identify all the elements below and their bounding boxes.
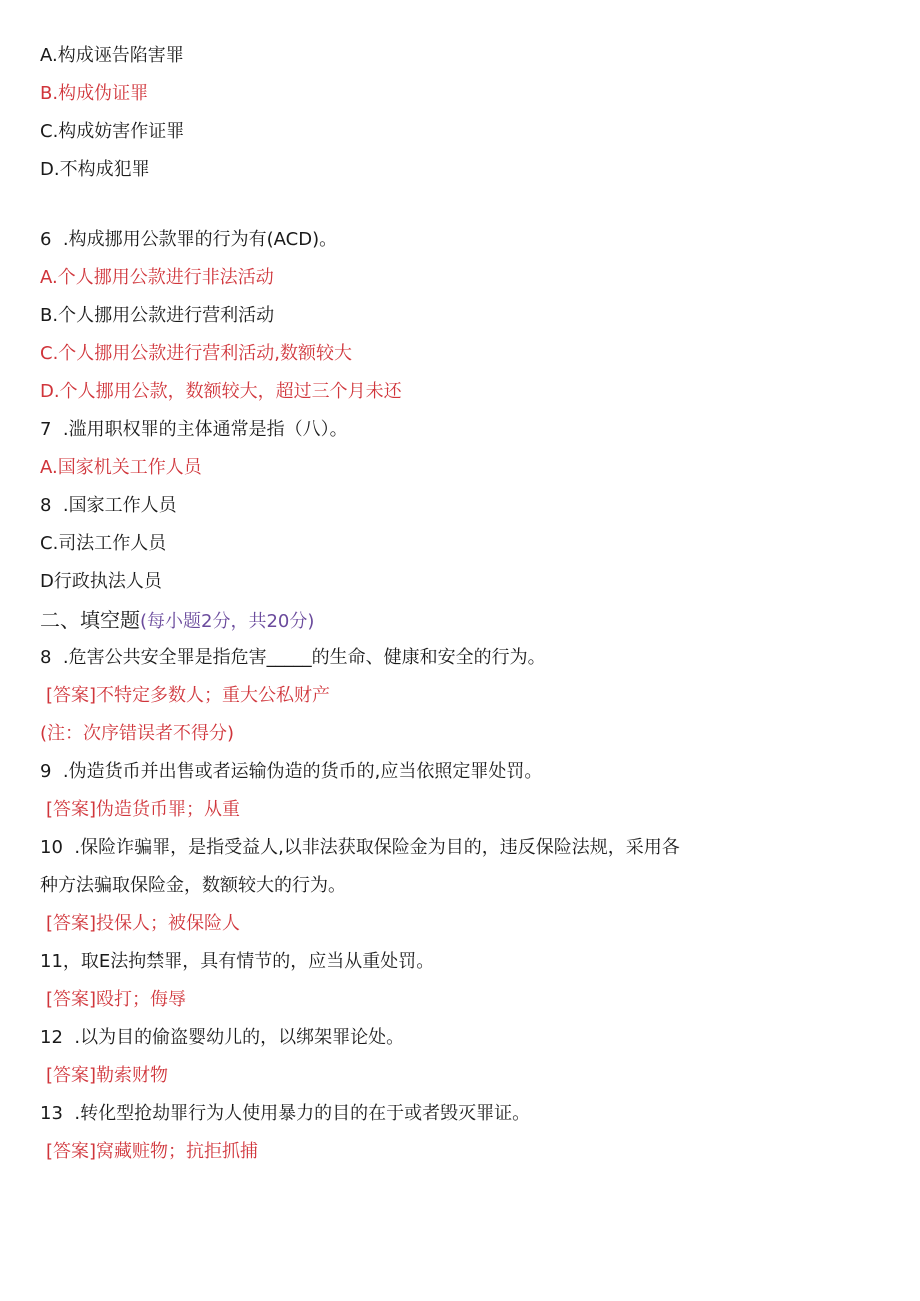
q7-option-c: C.司法工作人员 (40, 533, 167, 554)
fill-item-13 (40, 1095, 880, 1171)
fill-answer: [答案]投保人；被保险人 (46, 913, 241, 934)
q5-option-b: B.构成伪证罪 (40, 83, 149, 104)
fill-answer: [答案]勒索财物 (46, 1065, 169, 1086)
q5-option-d: D.不构成犯罪 (40, 159, 150, 180)
fill-answer: [答案]窝藏赃物；抗拒抓捕 (46, 1141, 259, 1162)
fill-question: 9 .伪造货币并出售或者运输伪造的货币的,应当依照定罪处罚。 (40, 761, 543, 782)
fill-question: 8 .危害公共安全罪是指危害_____的生命、健康和安全的行为。 (40, 647, 546, 668)
q5-option-a: A.构成诬告陷害罪 (40, 45, 184, 66)
q7-option-d: D行政执法人员 (40, 571, 162, 592)
q6-option-d: D.个人挪用公款，数额较大，超过三个月未还 (40, 381, 402, 402)
section-score-note: (每小题2分，共20分) (140, 611, 315, 632)
q7-option-a: A.国家机关工作人员 (40, 457, 202, 478)
q7-option-b: 8 .国家工作人员 (40, 495, 177, 516)
q5-option-c: C.构成妨害作证罪 (40, 121, 185, 142)
section-heading (40, 601, 880, 639)
spacer (40, 189, 880, 221)
fill-answer: [答案]殴打；侮辱 (46, 989, 187, 1010)
q7-block (40, 411, 880, 601)
fill-item-10 (40, 829, 880, 943)
document-page (40, 37, 880, 1171)
fill-note: (注：次序错误者不得分) (40, 723, 235, 744)
fill-item-11 (40, 943, 880, 1019)
fill-item-12 (40, 1019, 880, 1095)
fill-item-9 (40, 753, 880, 829)
q6-question: 6 .构成挪用公款罪的行为有(ACD)。 (40, 229, 338, 250)
q6-option-a: A.个人挪用公款进行非法活动 (40, 267, 274, 288)
fill-answer: [答案]不特定多数人；重大公私财产 (46, 685, 331, 706)
fill-question: 10 .保险诈骗罪，是指受益人,以非法获取保险金为目的，违反保险法规，采用各 (40, 837, 680, 858)
fill-question-continued: 种方法骗取保险金，数额较大的行为。 (40, 875, 346, 896)
q6-option-b: B.个人挪用公款进行营利活动 (40, 305, 275, 326)
q5-options (40, 37, 880, 189)
fill-question: 11，取E法拘禁罪，具有情节的，应当从重处罚。 (40, 951, 435, 972)
q6-block (40, 221, 880, 411)
fill-question: 13 .转化型抢劫罪行为人使用暴力的目的在于或者毁灭罪证。 (40, 1103, 531, 1124)
fill-question: 12 .以为目的偷盗婴幼儿的，以绑架罪论处。 (40, 1027, 405, 1048)
q7-question: 7 .滥用职权罪的主体通常是指（八）。 (40, 419, 348, 440)
section-title: 二、填空题 (40, 608, 140, 632)
q6-option-c: C.个人挪用公款进行营利活动,数额较大 (40, 343, 353, 364)
fill-item-8 (40, 639, 880, 753)
fill-answer: [答案]伪造货币罪；从重 (46, 799, 241, 820)
